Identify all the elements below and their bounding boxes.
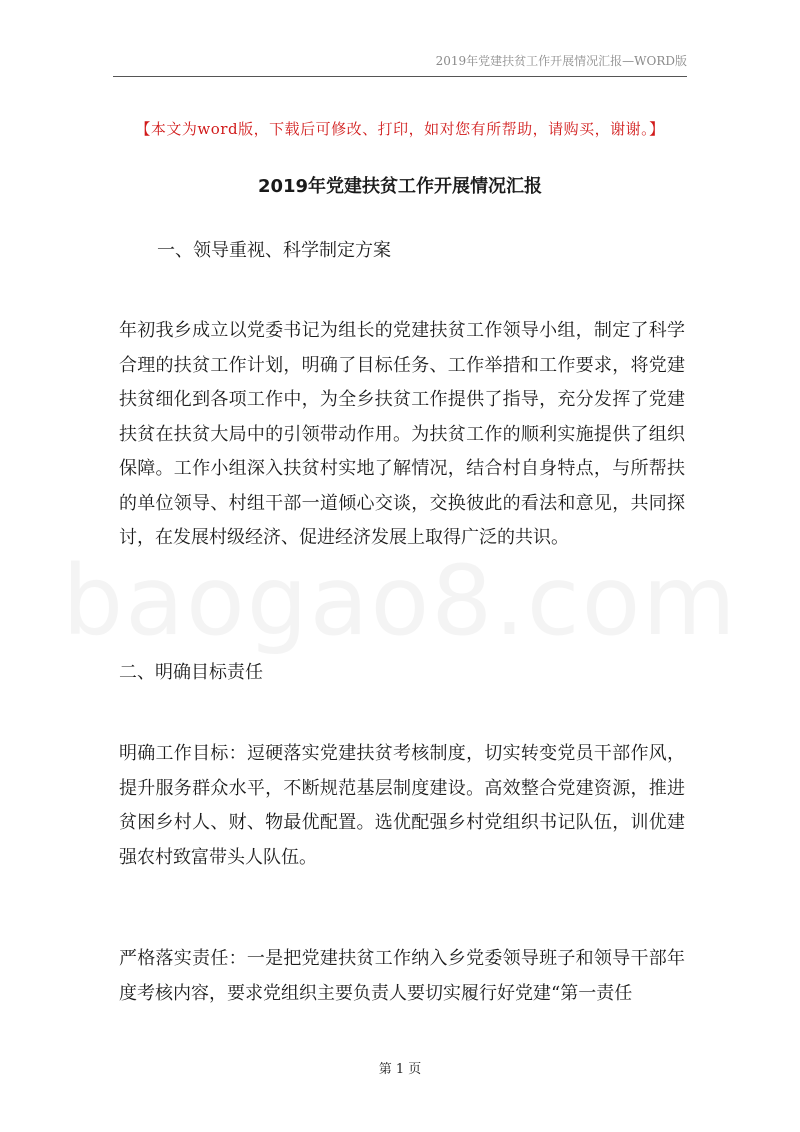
section-heading-1: 一、领导重视、科学制定方案 xyxy=(157,240,391,261)
document-title: 2019年党建扶贫工作开展情况汇报 xyxy=(257,176,543,197)
page-number: 第 1 页 xyxy=(378,1062,422,1077)
watermark-text xyxy=(0,545,800,657)
page-header xyxy=(113,48,687,77)
paragraph-2: 明确工作目标：逗硬落实党建扶贫考核制度，切实转变党员干部作风，提升服务群众水平，不断规范基层制度建设。高效整合党建资源，推进贫困乡村人、财、物最优配置。选优配强乡村党组织书记队伍，训优建强农村致富带头人队伍。 xyxy=(119,743,685,868)
paragraph-1: 年初我乡成立以党委书记为组长的党建扶贫工作领导小组，制定了科学合理的扶贫工作计划，明确了目标任务、工作举措和工作要求，将党建扶贫细化到各项工作中，为全乡扶贫工作提供了指导，充分发挥了党建扶贫在扶贫大局中的引领带动作用。为扶贫工作的顺利实施提供了组织保障。工作小组深入扶贫村实地了解情况，结合村自身特点，与所帮扶的单位领导、村组干部一道倾心交谈，交换彼此的看法和意见，共同探讨，在发展村级经济、促进经济发展上取得广泛的共识。 xyxy=(119,320,685,548)
section-heading-2: 二、明确目标责任 xyxy=(119,662,263,683)
paragraph-3: 严格落实责任：一是把党建扶贫工作纳入乡党委领导班子和领导干部年度考核内容，要求党组织主要负责人要切实履行好党建“第一责任 xyxy=(119,948,685,1004)
header-text: 2019年党建扶贫工作开展情况汇报—WORD版 xyxy=(435,54,687,68)
purchase-notice: 【本文为word版，下载后可修改、打印，如对您有所帮助，请购买，谢谢。】 xyxy=(135,120,665,138)
